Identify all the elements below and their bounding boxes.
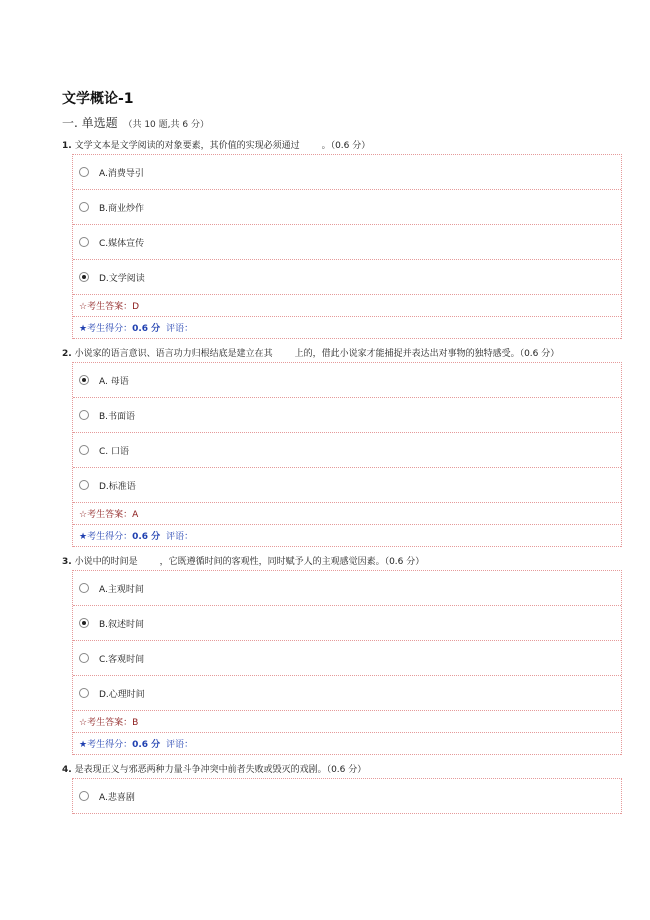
option-row[interactable]	[73, 190, 621, 225]
comment-label: 评语：	[166, 532, 194, 542]
comment-label: 评语：	[166, 324, 194, 334]
option-row[interactable]	[73, 398, 621, 433]
radio-unchecked-icon[interactable]	[79, 202, 89, 212]
candidate-score	[73, 525, 621, 547]
page-title: 文学概论-1	[62, 91, 134, 107]
question-stem-end: 。（0.6 分）	[321, 141, 371, 151]
option-label: D.标准语	[99, 481, 136, 492]
question-number: 1.	[62, 141, 72, 151]
option-row[interactable]	[73, 571, 621, 606]
option-label: A.主观时间	[99, 584, 144, 595]
question-number: 3.	[62, 557, 72, 567]
question-text	[62, 556, 620, 570]
radio-checked-icon[interactable]	[79, 375, 89, 385]
option-row[interactable]	[73, 641, 621, 676]
question-stem: 小说中的时间是	[74, 557, 138, 567]
options-box	[72, 154, 622, 339]
score-label: ★考生得分：	[79, 532, 133, 542]
option-label: A.消费导引	[99, 168, 144, 179]
question-number: 2.	[62, 349, 72, 359]
option-row[interactable]	[73, 433, 621, 468]
option-label: C.媒体宣传	[99, 238, 145, 249]
question-stem: 小说家的语言意识、语言功力归根结底是建立在其	[74, 349, 273, 359]
option-row[interactable]	[73, 468, 621, 503]
score-value: 0.6 分	[132, 740, 161, 750]
candidate-answer: ☆考生答案：B	[73, 711, 621, 733]
option-label: B.商业炒作	[99, 203, 145, 214]
section-meta: （共 10 题,共 6 分）	[123, 120, 209, 130]
options-box	[72, 570, 622, 755]
option-row[interactable]	[73, 363, 621, 398]
question-4	[62, 764, 620, 814]
option-row[interactable]	[73, 260, 621, 295]
option-label: B.书面语	[99, 411, 136, 422]
question-number: 4.	[62, 765, 72, 775]
option-label: D.文学阅读	[99, 273, 145, 284]
option-row[interactable]	[73, 606, 621, 641]
option-row[interactable]	[73, 225, 621, 260]
score-value: 0.6 分	[132, 324, 161, 334]
question-1	[62, 140, 620, 339]
option-label: D.心理时间	[99, 689, 145, 700]
option-row[interactable]	[73, 676, 621, 711]
score-label: ★考生得分：	[79, 324, 133, 334]
radio-unchecked-icon[interactable]	[79, 480, 89, 490]
radio-unchecked-icon[interactable]	[79, 583, 89, 593]
section-heading	[62, 114, 209, 131]
candidate-answer: ☆考生答案：A	[73, 503, 621, 525]
question-text	[62, 348, 620, 362]
option-label: B.叙述时间	[99, 619, 145, 630]
radio-unchecked-icon[interactable]	[79, 445, 89, 455]
question-text	[62, 140, 620, 154]
question-stem-end: 上的，借此小说家才能捕捉并表达出对事物的独特感受。（0.6 分）	[294, 349, 560, 359]
radio-checked-icon[interactable]	[79, 618, 89, 628]
option-label: C. 口语	[99, 446, 130, 457]
option-row[interactable]	[73, 779, 621, 814]
options-box	[72, 362, 622, 547]
radio-unchecked-icon[interactable]	[79, 791, 89, 801]
candidate-answer: ☆考生答案：D	[73, 295, 621, 317]
comment-label: 评语：	[166, 740, 194, 750]
score-label: ★考生得分：	[79, 740, 133, 750]
radio-unchecked-icon[interactable]	[79, 237, 89, 247]
question-2	[62, 348, 620, 547]
question-3	[62, 556, 620, 755]
candidate-score	[73, 733, 621, 755]
radio-checked-icon[interactable]	[79, 272, 89, 282]
question-stem: 是表现正义与邪恶两种力量斗争冲突中前者失败或毁灭的戏剧。（0.6 分）	[74, 765, 367, 775]
candidate-score	[73, 317, 621, 339]
options-box	[72, 778, 622, 814]
radio-unchecked-icon[interactable]	[79, 410, 89, 420]
radio-unchecked-icon[interactable]	[79, 167, 89, 177]
score-value: 0.6 分	[132, 532, 161, 542]
question-text	[62, 764, 620, 778]
radio-unchecked-icon[interactable]	[79, 653, 89, 663]
question-stem-end: ，它既遵循时间的客观性，同时赋予人的主观感觉因素。（0.6 分）	[159, 557, 425, 567]
option-row[interactable]	[73, 155, 621, 190]
option-label: A. 母语	[99, 376, 129, 387]
option-label: C.客观时间	[99, 654, 145, 665]
section-label: 一. 单选题	[62, 116, 118, 130]
radio-unchecked-icon[interactable]	[79, 688, 89, 698]
question-stem: 文学文本是文学阅读的对象要素，其价值的实现必须通过	[74, 141, 300, 151]
option-label: A.悲喜剧	[99, 792, 135, 803]
